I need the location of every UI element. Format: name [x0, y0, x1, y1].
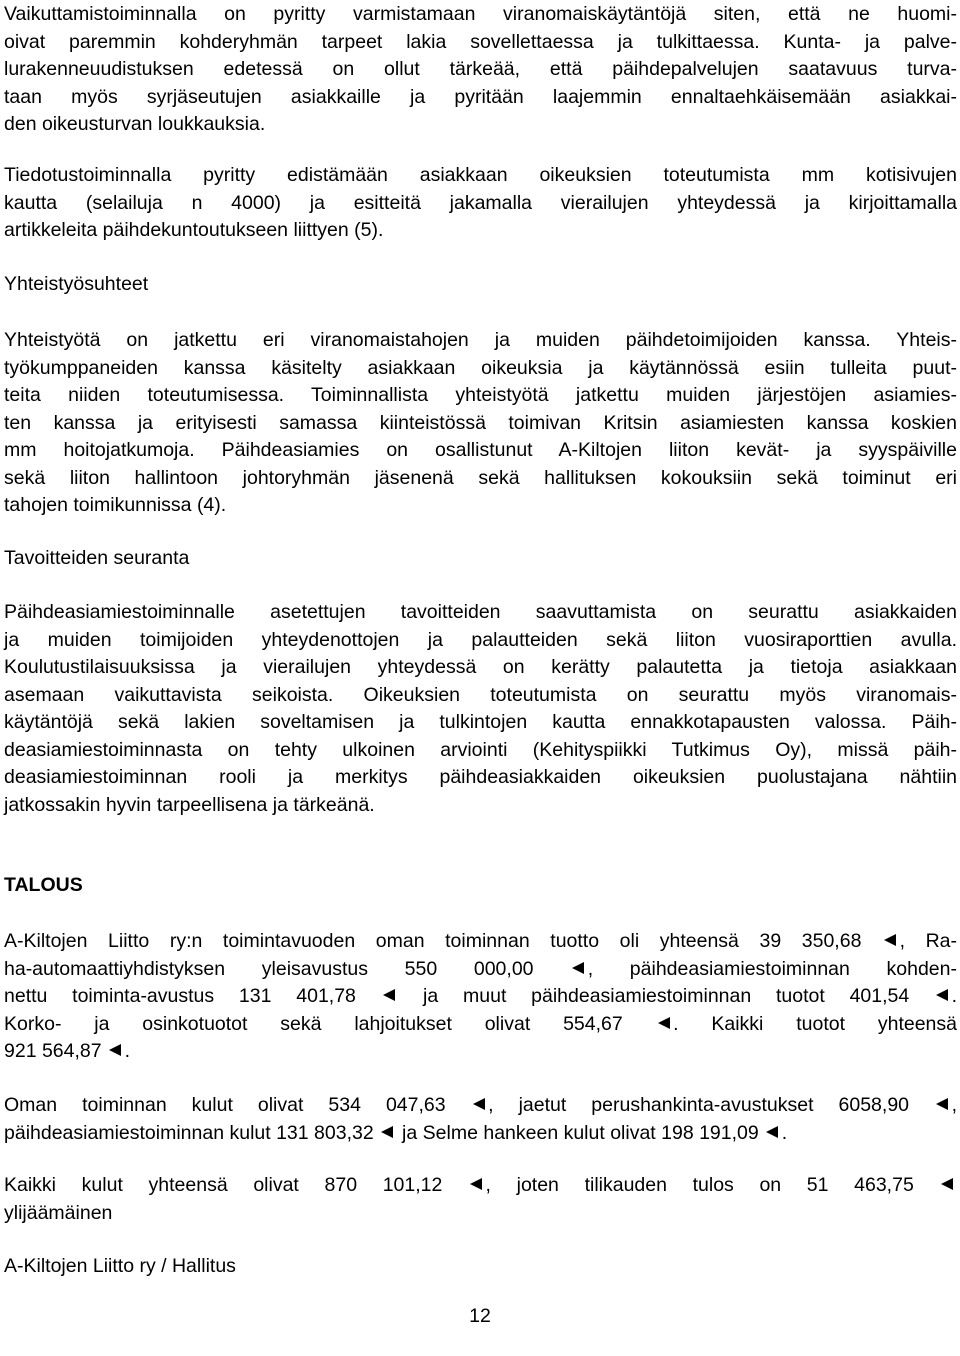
paragraph-follow-up	[4, 599, 957, 819]
text-line: Yhteistyötä on jatkettu eri viranomaistahojen ja muiden päihdetoimijoiden kanssa. Yhteis-	[4, 329, 957, 351]
currency-glyph-icon	[468, 1177, 486, 1192]
text-segment: 921 564,87	[4, 1040, 108, 1062]
text-line: deasiamiestoiminnasta on tehty ulkoinen arviointi (Kehityspiikki Tutkimus Oy), missä päih-	[4, 738, 957, 761]
text-line	[4, 1011, 957, 1039]
text-line: mm hoitojatkumoja. Päihdeasiamies on osallistunut A-Kiltojen liiton kevät- ja syyspäiville	[4, 439, 957, 461]
text-line: lurakenneuudistuksen edetessä on ollut tärkeää, että päihdepalvelujen saatavuus turva-	[4, 58, 957, 80]
text-line	[4, 928, 957, 956]
text-line: ja muiden toimijoiden yhteydenottojen ja palautteiden sekä liiton vuosiraporttien avulla.	[4, 628, 957, 651]
currency-glyph-icon	[471, 1097, 489, 1112]
text-line: deasiamiestoiminnan rooli ja merkitys päihdeasiakkaiden oikeuksien puolustajana nähtiin	[4, 766, 957, 788]
text-segment: , joten tilikauden tulos on 51 463,75	[485, 1174, 940, 1196]
text-segment: ha-automaattiyhdistyksen yleisavustus 550 000,00	[4, 957, 571, 980]
currency-glyph-icon	[764, 1125, 782, 1140]
text-segment: Oman toiminnan kulut olivat 534 047,63	[4, 1094, 471, 1116]
text-line: artikkeleita päihdekuntoutukseen liittyen (5).	[4, 219, 384, 241]
paragraph-information	[4, 162, 957, 245]
text-segment: , jaetut perushankinta-avustukset 6058,90	[488, 1094, 935, 1116]
text-line: den oikeusturvan loukkauksia.	[4, 113, 266, 135]
text-line: jatkossakin hyvin tarpeellisena ja tärkeänä.	[4, 793, 375, 816]
text-segment: ,	[951, 1094, 957, 1116]
text-line: Koulutustilaisuuksissa ja vierailujen yhteydessä on kerätty palautetta ja tietoja asiakkaan	[4, 656, 957, 678]
text-segment: päihdeasiamiestoiminnan kulut 131 803,32	[4, 1121, 380, 1144]
page-number: 12	[469, 1305, 491, 1327]
currency-glyph-icon	[934, 1097, 952, 1112]
currency-glyph-icon	[656, 1016, 674, 1031]
text-line: ylijäämäinen	[4, 1201, 113, 1224]
text-segment: ja Selme hankeen kulut olivat 198 191,09	[396, 1121, 765, 1144]
text-segment: Korko- ja osinkotuotot sekä lahjoitukset olivat 554,67	[4, 1012, 656, 1035]
text-segment: , päihdeasiamiestoiminnan kohden-	[587, 957, 957, 980]
paragraph-result	[4, 1172, 957, 1227]
text-line: käytäntöjä sekä lakien soveltamisen ja tulkintojen kautta ennakkotapausten valossa. Päih-	[4, 711, 957, 733]
paragraph-advocacy	[4, 1, 957, 139]
text-line: ten kanssa ja erityisesti samassa kiinteistössä toimivan Kritsin asiamiesten kanssa koskien	[4, 411, 957, 434]
currency-glyph-icon	[882, 933, 900, 948]
text-line	[4, 1120, 957, 1148]
text-line	[4, 983, 957, 1011]
text-segment: ja muut päihdeasiamiestoiminnan tuotot 401,54	[398, 985, 935, 1007]
currency-glyph-icon	[939, 1177, 957, 1192]
text-segment: .	[124, 1040, 130, 1062]
text-line: tahojen toimikunnissa (4).	[4, 494, 227, 516]
text-line: Tiedotustoiminnalla pyritty edistämään asiakkaan oikeuksien toteutumista mm kotisivujen	[4, 164, 957, 186]
text-line	[4, 1038, 957, 1066]
text-line: Päihdeasiamiestoiminnalle asetettujen tavoitteiden saavuttamista on seurattu asiakkaiden	[4, 601, 957, 623]
text-line	[4, 1092, 957, 1120]
text-segment: , Ra-	[899, 930, 957, 952]
section-heading-cooperation: Yhteistyösuhteet	[4, 273, 149, 295]
signature: A-Kiltojen Liitto ry / Hallitus	[4, 1255, 236, 1277]
text-segment: A-Kiltojen Liitto ry:n toimintavuoden oman toiminnan tuotto oli yhteensä 39 350,68	[4, 930, 883, 952]
currency-glyph-icon	[381, 988, 399, 1003]
text-line	[4, 1172, 957, 1200]
text-segment: . Kaikki tuotot yhteensä	[673, 1012, 957, 1035]
text-segment: Kaikki kulut yhteensä olivat 870 101,12	[4, 1174, 468, 1196]
currency-glyph-icon	[570, 961, 588, 976]
text-line: Vaikuttamistoiminnalla on pyritty varmistamaan viranomaiskäytäntöjä siten, että ne huomi-	[4, 3, 957, 25]
section-heading-follow-up: Tavoitteiden seuranta	[4, 547, 190, 569]
text-line: sekä liiton hallintoon johtoryhmän jäsenenä sekä hallituksen kokouksiin sekä toiminut eri	[4, 466, 957, 489]
text-segment: .	[781, 1121, 788, 1144]
text-line: taan myös syrjäseutujen asiakkaille ja pyritään laajemmin ennaltaehkäisemään asiakkai-	[4, 85, 957, 108]
text-line: kautta (selailuja n 4000) ja esitteitä jakamalla vierailujen yhteydessä ja kirjoittamalla	[4, 191, 957, 214]
paragraph-income	[4, 928, 957, 1066]
text-line: teita niiden toteutumisessa. Toiminnallista yhteistyötä jatkettu muiden järjestöjen asiamies-	[4, 384, 957, 406]
paragraph-cooperation	[4, 327, 957, 520]
text-line: työkumppaneiden kanssa käsitelty asiakkaan oikeuksia ja käytännössä esiin tulleita puut-	[4, 356, 957, 379]
currency-glyph-icon	[379, 1125, 397, 1140]
section-heading-finances: TALOUS	[4, 874, 83, 896]
text-line: asemaan vaikuttavista seikoista. Oikeuksien toteutumista on seurattu myös viranomais-	[4, 683, 957, 706]
text-segment: .	[951, 985, 957, 1007]
currency-glyph-icon	[934, 988, 952, 1003]
text-line: oivat paremmin kohderyhmän tarpeet lakia sovellettaessa ja tulkittaessa. Kunta- ja palve-	[4, 30, 957, 53]
text-line	[4, 956, 957, 984]
currency-glyph-icon	[107, 1043, 125, 1058]
paragraph-expenses	[4, 1092, 957, 1147]
text-segment: nettu toiminta-avustus 131 401,78	[4, 985, 381, 1007]
